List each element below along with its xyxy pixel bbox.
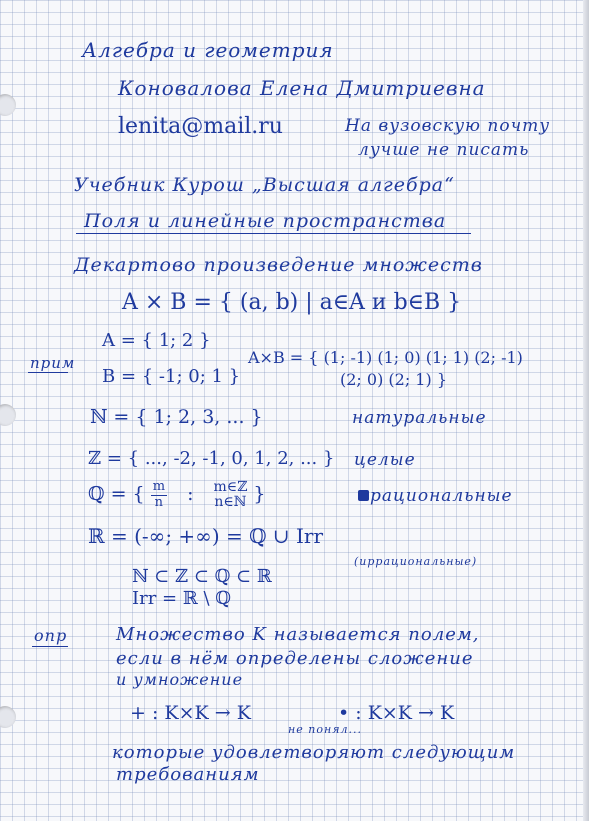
rationals-numerator: m <box>152 479 166 495</box>
integers-label: целые <box>354 450 416 470</box>
cartesian-heading: Декартово произведение множеств <box>74 254 483 276</box>
rationals-lhs: ℚ = { <box>88 483 145 505</box>
rationals-condition-n: n∈ℕ <box>214 494 247 510</box>
irrationals-definition: Irr = ℝ \ ℚ <box>132 588 231 609</box>
addition-operation: + : K×K → K <box>130 702 251 724</box>
definition-label: опр <box>34 626 68 645</box>
email-note-line2: лучше не писать <box>358 140 530 160</box>
cartesian-definition: A × B = { (a, b) | a∈A и b∈B } <box>122 290 462 315</box>
binder-hole <box>0 404 16 426</box>
rationals-condition-m: m∈ℤ <box>213 478 248 495</box>
page-edge <box>583 0 589 821</box>
definition-label-underline <box>32 646 68 647</box>
teacher-name: Коновалова Елена Дмитриевна <box>118 76 486 100</box>
email-note-line1: На вузовскую почту <box>345 116 551 136</box>
binder-hole <box>0 94 16 116</box>
rationals-conditions <box>214 480 248 511</box>
set-b: B = { -1; 0; 1 } <box>102 366 241 387</box>
section-title: Поля и линейные пространства <box>84 210 447 232</box>
axioms-intro-line1: которые удовлетворяют следующим <box>112 742 516 763</box>
course-title: Алгебра и геометрия <box>82 38 334 62</box>
product-line-1: A×B = { (1; -1) (1; 0) (1; 1) (2; -1) <box>248 348 523 367</box>
field-definition-line3: и умножение <box>116 670 244 689</box>
field-definition-line2: если в нём определены сложение <box>116 648 474 669</box>
email-address: lenita@mail.ru <box>118 114 283 139</box>
naturals-definition: ℕ = { 1; 2, 3, ... } <box>90 406 263 428</box>
axioms-intro-line2: требованиям <box>116 764 260 785</box>
rationals-fraction <box>151 480 167 510</box>
rationals-denominator: n <box>154 494 164 510</box>
example-label: прим <box>30 354 76 372</box>
irrationals-label: (иррациональные) <box>354 555 478 568</box>
rationals-rhs: } <box>253 483 266 505</box>
rationals-label: рациональные <box>370 486 513 506</box>
example-label-underline <box>28 372 68 373</box>
product-line-2: (2; 0) (2; 1) } <box>340 370 447 389</box>
scribble-mark <box>358 490 369 501</box>
reals-definition: ℝ = (-∞; +∞) = ℚ ∪ Irr <box>88 524 324 548</box>
rationals-definition: ℚ = { $\frac{m}{n}$ : m∈ℤ n∈ℕ } <box>88 478 266 510</box>
field-definition-line1: Множество K называется полем, <box>116 624 480 645</box>
naturals-label: натуральные <box>352 408 487 428</box>
multiplication-operation: • : K×K → K <box>338 702 455 724</box>
set-inclusion: ℕ ⊂ ℤ ⊂ ℚ ⊂ ℝ <box>132 566 272 587</box>
binder-hole <box>0 706 16 728</box>
margin-note: не понял... <box>288 723 362 736</box>
set-a: A = { 1; 2 } <box>102 330 211 351</box>
integers-definition: ℤ = { ..., -2, -1, 0, 1, 2, ... } <box>88 448 335 469</box>
section-title-underline <box>76 233 471 234</box>
textbook-reference: Учебник Курош „Высшая алгебра“ <box>74 174 455 196</box>
